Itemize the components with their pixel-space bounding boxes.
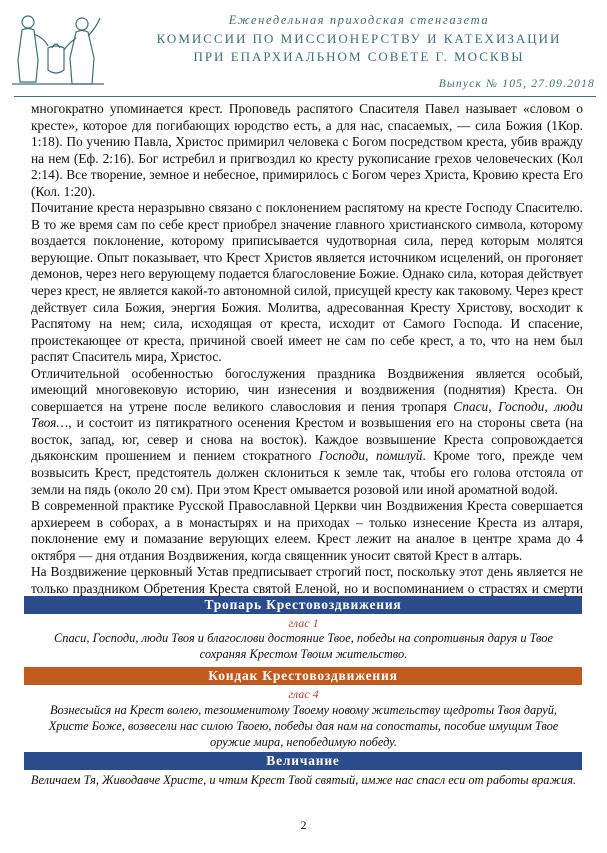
masthead-title-line-1: КОМИССИИ ПО МИССИОНЕРСТВУ И КАТЕХИЗАЦИИ — [156, 31, 562, 46]
paragraph: В современной практике Русской Православной Церкви чин Воздвижения Креста совершается архиереем в соборах, а в монастырях и на приходах – только изнесение Креста из алтаря, поклонение ему и помазание верующих елеем. Крест лежит на аналое в центре храма до 4 октября — дня отдания Воздвижения, когда священник уносит святой Крест в алтарь. — [31, 498, 583, 563]
megalynarion-text: Величаем Тя, Живодавче Христе, и чтим Крест Твой святый, имже нас спасл еси от работы вражия. — [30, 773, 577, 787]
troparion-tone: глас 1 — [288, 616, 319, 630]
masthead-subtitle: Еженедельная приходская стенгазета — [228, 13, 490, 27]
page-number: 2 — [300, 818, 307, 832]
kontakion-text: Вознесыйся на Крест волею, тезоименитому Твоему новому жительству щедроты Твоя даруй, Христе Боже, возвесели нас силою Твоею, победы дая нам на сопостаты, пособие имущим Твое оружие мира, непобедимую победу. — [48, 703, 559, 749]
italic-quote: Спаси, Господи, люди Твоя… — [31, 398, 583, 431]
italic-quote: Господи, помилуй — [318, 448, 423, 464]
troparion-text: Спаси, Господи, люди Твоя и благослови достояние Твое, победы на сопротивныя даруя и Твое сохраняя Крестом Твоим жительство. — [54, 631, 553, 661]
masthead-title-line-2: ПРИ ЕПАРХИАЛЬНОМ СОВЕТЕ Г. МОСКВЫ — [193, 49, 525, 64]
megalynarion-heading: Величание — [24, 752, 582, 770]
masthead-illustration — [8, 8, 106, 88]
troparion-heading: Тропарь Крестовоздвижения — [24, 596, 582, 614]
kontakion-heading: Кондак Крестовоздвижения — [24, 667, 582, 685]
kontakion-tone: глас 4 — [288, 687, 319, 701]
article-body — [31, 101, 583, 614]
issue-number: Выпуск № 105, 27.09.2018 — [438, 78, 595, 90]
masthead — [0, 0, 607, 98]
paragraph: На Воздвижение церковный Устав предписывает строгий пост, поскольку этот день является не только праздником Обретения Креста святой Еленой, но и воспоминанием о страстях и смерти — [31, 564, 583, 596]
paragraph: Почитание креста неразрывно связано с поклонением распятому на кресте Господу Спасителю. В то же время сам по себе крест приобрел значение главного христианского символа, которому воздается поклонение, которому приписывается чудотворная сила, перед которым молятся верующие. Опыт показывает, что Крест Христов является источником исцелений, он прогоняет демонов, через него верующему подается благословение Божие. Однако сила, которая действует через крест, не является какой-то автономной силой, присущей кресту как таковому. Через крест действует сила Божия, энергия Божия. Молитва, адресованная Кресту Христову, восходит к Распятому на нем; сила, исходящая от креста, исходит от Самого Господа. И спасение, проистекающее от креста, причиной своей имеет не сам по себе крест, а то, что на нем был распят Спаситель мира, Христос. — [31, 200, 583, 365]
paragraph: Отличительной особенностью богослужения праздника Воздвижения является особый, имеющий многовековую историю, чин изнесения и воздвижения (поднятия) Креста. Он совершается на утрене после великого славословия и пения тропаря Спаси, Господи, люди Твоя…, и состоит из пятикратного осенения Крестом и возвышения его на стороны света (на восток, запад, юг, север и снова на восток). Каждое возвышение Креста сопровождается дьяконским прошением и пением стократного Господи, помилуй. Кроме того, прежде чем возвысить Крест, предстоятель должен склониться к земле так, чтобы его голова отстояла от земли на пядь (около 20 см). При этом Крест омывается розовой или иной ароматной водой. — [31, 365, 583, 497]
masthead-divider — [14, 96, 596, 97]
paragraph: многократно упоминается крест. Проповедь распятого Спасителя Павел называет «словом о кресте», которое для погибающих юродство есть, а для нас, спасаемых, — сила Божия (1Кор. 1:18). По учению Павла, Христос примирил человека с Богом посредством креста, убив вражду на нем (Еф. 2:16). Бог истребил и пригвоздил ко кресту рукописание грехов человеческих (Кол 2:14). Все творение, земное и небесное, примирилось с Богом через Христа, Кровию креста Его (Кол. 1:20). — [31, 101, 583, 199]
